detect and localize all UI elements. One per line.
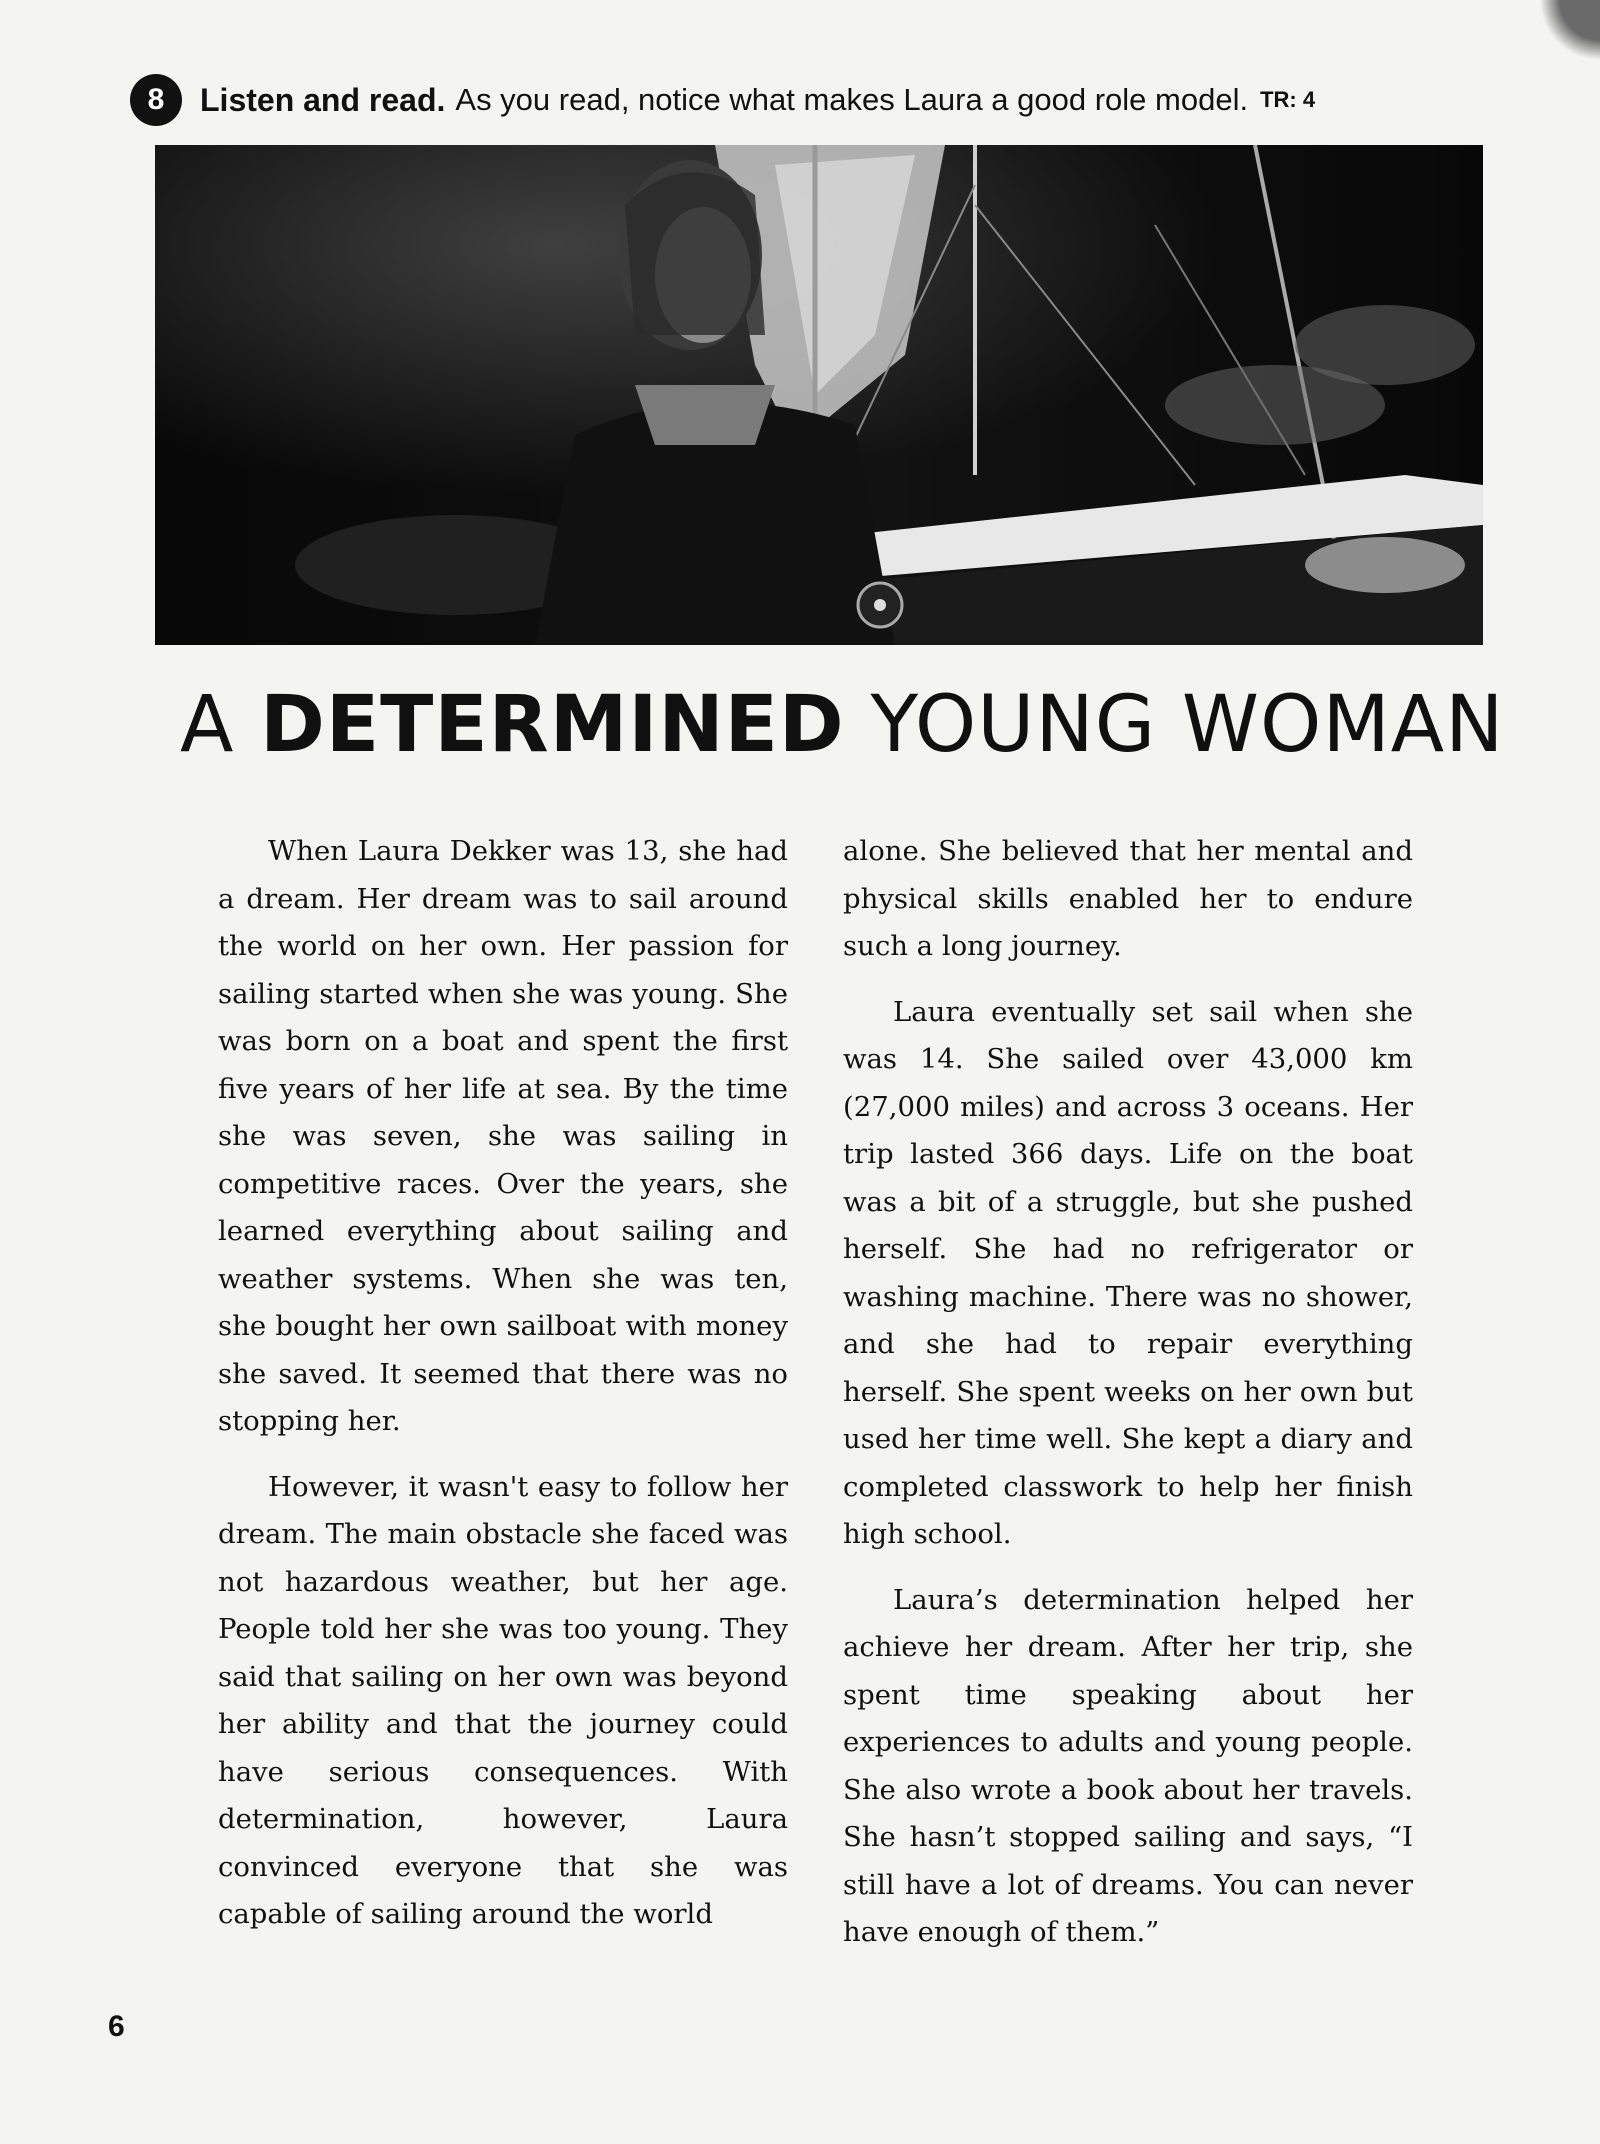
article-paragraph-continued: alone. She believed that her mental and physical skills enabled her to endure such a long journey. — [843, 835, 1413, 962]
audio-track-label: TR: 4 — [1260, 87, 1316, 112]
article-paragraph: Laura eventually set sail when she was 14. She sailed over 43,000 km (27,000 miles) and across 3 oceans. Her trip lasted 366 days. Life on the boat was a bit of a struggle, but she pushed herself. She had no refrigerator or washing machine. There was no shower, and she had to repair everything herself. She spent weeks on her own but used her time well. She kept a diary and completed classwork to help her finish high school. — [843, 995, 1413, 1550]
activity-header — [130, 72, 1430, 128]
article-title — [180, 680, 1505, 770]
activity-number-badge: 8 — [130, 74, 182, 126]
page-corner-shadow — [1510, 0, 1600, 60]
title-bold-word: DETERMINED — [260, 680, 845, 770]
photo-illustration — [155, 145, 1483, 645]
article-column-right — [843, 828, 1413, 1975]
page-number: 6 — [108, 2010, 125, 2043]
article-paragraph: Laura’s determination helped her achieve her dream. After her trip, she spent time speaking about her experiences to adults and young people. She also wrote a book about her travels. She hasn’t stopped sailing and says, “I still have a lot of dreams. You can never have enough of them.” — [843, 1583, 1413, 1948]
article-column-left — [218, 828, 788, 1957]
article-paragraph: When Laura Dekker was 13, she had a dream. Her dream was to sail around the world on her own. Her passion for sailing started when she was young. She was born on a boat and spent the first five years of her life at sea. By the time she was seven, she was sailing in competitive races. Over the years, she learned everything about sailing and weather systems. When she was ten, she bought her own sailboat with money she saved. It seemed that there was no stopping her. — [218, 835, 788, 1437]
instruction-text: As you read, notice what makes Laura a good role model. — [455, 82, 1249, 117]
instruction-bold: Listen and read. — [200, 81, 446, 118]
title-suffix: YOUNG WOMAN — [844, 680, 1505, 770]
title-prefix: A — [180, 680, 261, 770]
article-paragraph: However, it wasn't easy to follow her dream. The main obstacle she faced was not hazardous weather, but her age. People told her she was too young. They said that sailing on her own was beyond her ability and that the journey could have serious consequences. With determination, however, Laura convinced everyone that she was capable of sailing around the world — [218, 1470, 788, 1930]
sailor-photo — [155, 145, 1483, 645]
